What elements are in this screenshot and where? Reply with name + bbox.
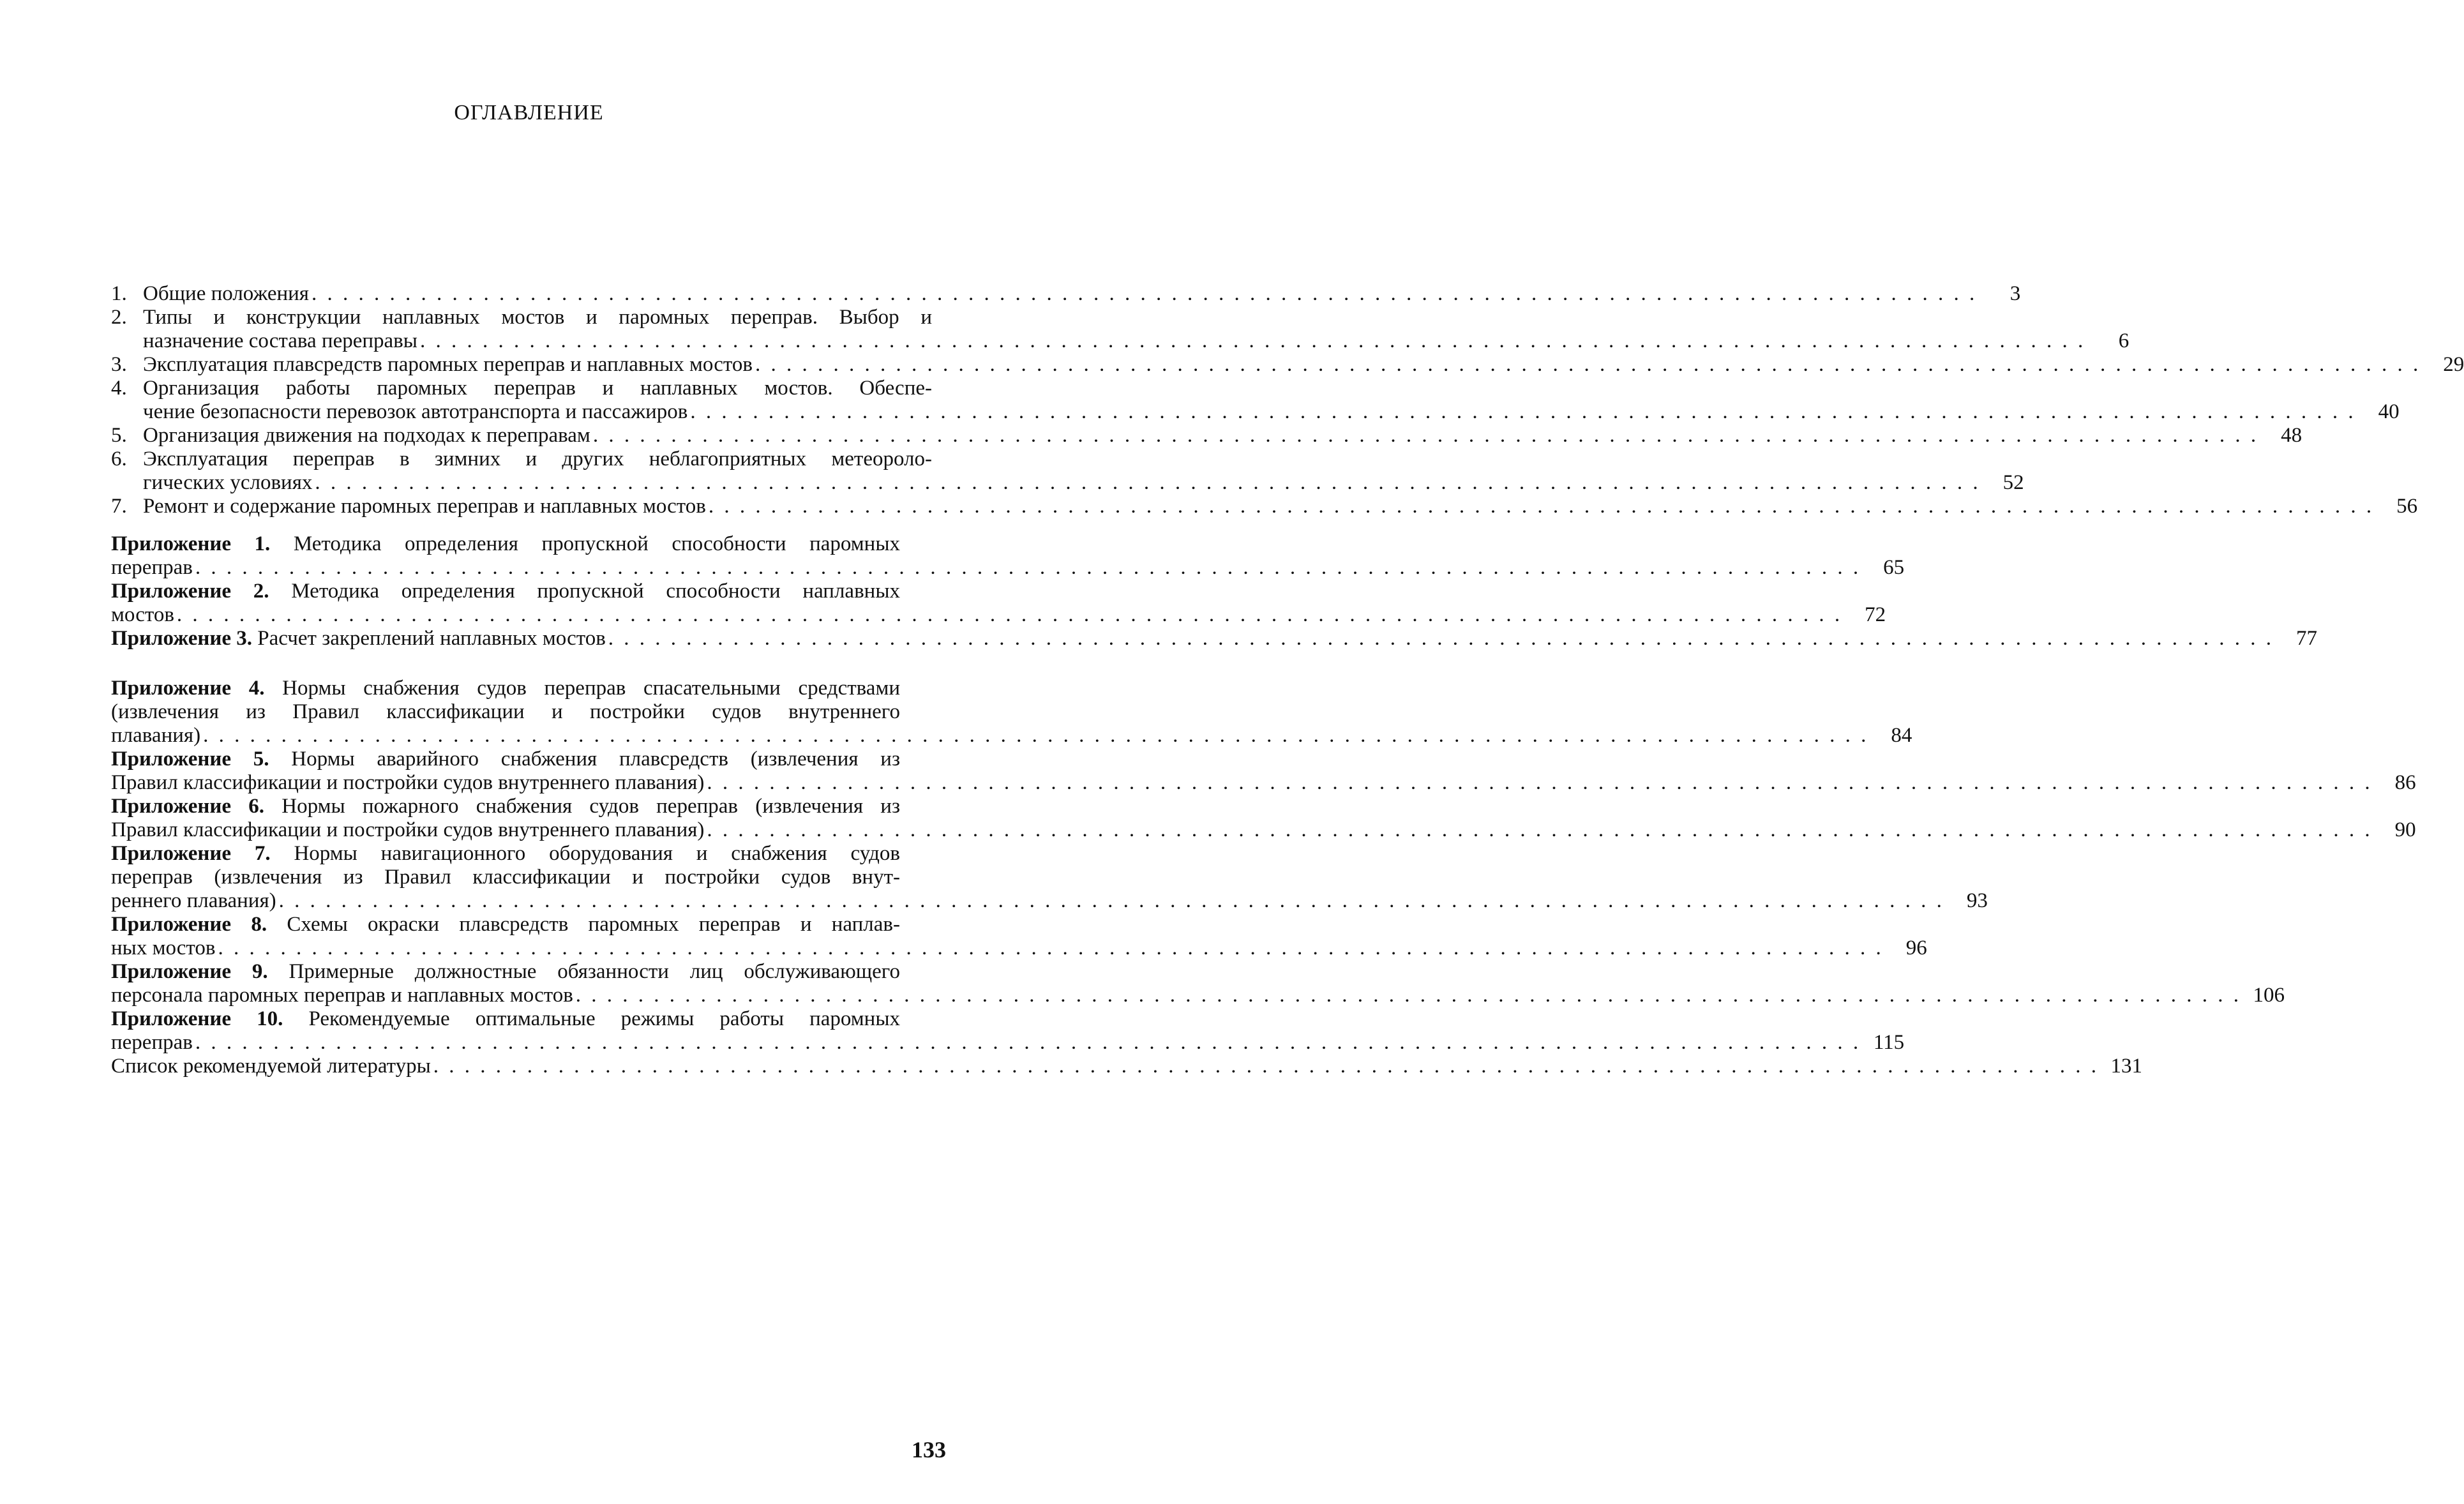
toc-entry-text-part: Правил классификации и постройки судов внутреннего плавания) <box>111 818 705 841</box>
toc-leader <box>606 627 2318 650</box>
toc-entry-text-part: Методика определения пропускной способности наплавных <box>269 580 900 603</box>
toc-page-ref: 40 <box>2378 400 2400 423</box>
toc-appendices-4-10 <box>111 677 2416 1078</box>
toc-entry-text <box>143 400 687 424</box>
toc-entry <box>111 306 2130 353</box>
toc-entry-text <box>143 471 312 495</box>
toc-entry-text-part: (извлечения из Правил классификации и постройки судов внутреннего <box>111 700 900 723</box>
toc-leader <box>573 984 2285 1007</box>
toc-entry-label: Приложение 2. <box>111 580 269 603</box>
toc-dot-leader: . . . . . . . . . . . . . . . . . . . . . . . . . . . . . . . . . . . . . . . . . . . . . . . . . . . . . . . . . . . . . . . . . . . . . . . . . . . . . . . . . . . . . . . . . . . . . . . . . . . . . . . . . . . <box>755 353 2421 376</box>
toc-entry-line <box>111 603 1886 627</box>
toc-entry-text <box>111 748 900 771</box>
toc-entry-text <box>111 936 216 960</box>
toc-page-ref: 93 <box>1966 889 1988 912</box>
toc-entry-text <box>111 866 900 889</box>
toc-dot-leader: . . . . . . . . . . . . . . . . . . . . . . . . . . . . . . . . . . . . . . . . . . . . . . . . . . . . . . . . . . . . . . . . . . . . . . . . . . . . . . . . . . . . . . . . . . . . . . . . . . . . . . . . . . . <box>195 1031 1861 1054</box>
toc-entry-text-part: Схемы окраски плавсредств паромных переправ и наплав- <box>267 913 900 936</box>
toc-dot-leader: . . . . . . . . . . . . . . . . . . . . . . . . . . . . . . . . . . . . . . . . . . . . . . . . . . . . . . . . . . . . . . . . . . . . . . . . . . . . . . . . . . . . . . . . . . . . . . . . . . . . . . . . . . . <box>203 724 1869 747</box>
toc-entry-line <box>111 913 949 936</box>
toc-entry <box>111 795 2416 842</box>
toc-dot-leader: . . . . . . . . . . . . . . . . . . . . . . . . . . . . . . . . . . . . . . . . . . . . . . . . . . . . . . . . . . . . . . . . . . . . . . . . . . . . . . . . . . . . . . . . . . . . . . . . . . . . . . . . . . . <box>575 984 2242 1007</box>
toc-leader <box>200 724 1912 748</box>
toc-entry-text <box>143 377 932 400</box>
toc-page-ref: 65 <box>1883 556 1905 579</box>
toc-entry-text-part: мостов <box>111 603 174 626</box>
toc-entry-text <box>111 1007 900 1031</box>
toc-entry <box>111 495 2418 518</box>
toc-entry-line <box>111 842 949 866</box>
toc-entry <box>111 748 2416 795</box>
toc-entry <box>111 842 1988 913</box>
toc-leader <box>706 495 2418 518</box>
toc-entry-text-part: Нормы аварийного снабжения плавсредств (извлечения из <box>269 748 900 771</box>
toc-entry-text-part: Примерные должностные обязанности лиц обслуживающего <box>267 960 901 983</box>
toc-entry-text-part: Правил классификации и постройки судов внутреннего плавания) <box>111 771 705 794</box>
toc-entry-text-part: переправ <box>111 1031 193 1054</box>
toc-entry-label: Приложение 8. <box>111 913 267 936</box>
toc-entry <box>111 282 2021 306</box>
toc-entry-text-part: Организация движения на подходах к переправам <box>143 424 590 447</box>
toc-page-ref: 77 <box>2296 627 2318 650</box>
toc-leader <box>753 353 2464 377</box>
toc-entry-text-part: Нормы навигационного оборудования и снабжения судов <box>270 842 900 865</box>
toc-entry-text-part: Организация работы паромных переправ и наплавных мостов. Обеспе- <box>143 377 932 400</box>
toc-leader <box>590 424 2302 447</box>
toc-entry-line <box>143 400 2400 424</box>
toc-dot-leader: . . . . . . . . . . . . . . . . . . . . . . . . . . . . . . . . . . . . . . . . . . . . . . . . . . . . . . . . . . . . . . . . . . . . . . . . . . . . . . . . . . . . . . . . . . . . . . . . . . . . . . . . . . . <box>176 603 1843 626</box>
toc-entry-text <box>143 306 932 329</box>
toc-entry-text <box>111 795 900 818</box>
page-number: 133 <box>912 1437 946 1463</box>
toc-leader <box>309 282 2021 306</box>
toc-leader <box>174 603 1886 627</box>
toc-page-ref: 56 <box>2396 495 2418 518</box>
toc-appendices-1-3 <box>111 532 2318 650</box>
toc-entry-line <box>111 936 1927 960</box>
toc-dot-leader: . . . . . . . . . . . . . . . . . . . . . . . . . . . . . . . . . . . . . . . . . . . . . . . . . . . . . . . . . . . . . . . . . . . . . . . . . . . . . . . . . . . . . . . . . . . . . . . . . . . . . . . . . . . <box>315 471 1981 494</box>
toc-entry-text <box>143 329 417 353</box>
toc-page-ref: 72 <box>1865 603 1886 626</box>
toc-chapters <box>111 282 2464 518</box>
toc-entry-line <box>111 984 2285 1007</box>
toc-page-ref: 90 <box>2394 818 2416 841</box>
toc-entry-line <box>111 556 1905 580</box>
toc-page-ref: 96 <box>1905 936 1927 959</box>
toc-leader <box>431 1055 2143 1078</box>
toc-entry-text <box>111 1055 431 1078</box>
toc-entry-line <box>111 1055 2143 1078</box>
toc-page-ref: 86 <box>2394 771 2416 794</box>
toc-leader <box>687 400 2400 424</box>
toc-page-ref: 48 <box>2281 424 2302 447</box>
toc-entry-text <box>111 677 900 700</box>
toc-entry-text <box>111 580 900 603</box>
toc-entry <box>111 913 1927 960</box>
toc-entry-text-part: Эксплуатация плавсредств паромных переправ и наплавных мостов <box>143 353 753 376</box>
toc-entry <box>111 532 1905 580</box>
toc-entry-label: Приложение 6. <box>111 795 265 818</box>
toc-entry <box>111 580 1886 627</box>
toc-entry-text-part: назначение состава переправы <box>143 329 417 352</box>
toc-dot-leader: . . . . . . . . . . . . . . . . . . . . . . . . . . . . . . . . . . . . . . . . . . . . . . . . . . . . . . . . . . . . . . . . . . . . . . . . . . . . . . . . . . . . . . . . . . . . . . . . . . . . . . . . . . . <box>311 282 1978 305</box>
toc-dot-leader: . . . . . . . . . . . . . . . . . . . . . . . . . . . . . . . . . . . . . . . . . . . . . . . . . . . . . . . . . . . . . . . . . . . . . . . . . . . . . . . . . . . . . . . . . . . . . . . . . . . . . . . . . . . <box>218 936 1884 959</box>
toc-entry-text <box>143 495 706 518</box>
toc-entry <box>111 377 2400 424</box>
toc-entry <box>111 1055 2143 1078</box>
toc-entry <box>111 424 2302 447</box>
toc-page-ref: 3 <box>2010 282 2021 305</box>
toc-entry-text-part: гических условиях <box>143 471 313 494</box>
toc-dot-leader: . . . . . . . . . . . . . . . . . . . . . . . . . . . . . . . . . . . . . . . . . . . . . . . . . . . . . . . . . . . . . . . . . . . . . . . . . . . . . . . . . . . . . . . . . . . . . . . . . . . . . . . . . . . <box>690 400 2356 423</box>
toc-entry-text-part: Список рекомендуемой литературы <box>111 1055 431 1078</box>
toc-entry-text <box>143 447 932 471</box>
toc-entry-line <box>143 329 2130 353</box>
toc-dot-leader: . . . . . . . . . . . . . . . . . . . . . . . . . . . . . . . . . . . . . . . . . . . . . . . . . . . . . . . . . . . . . . . . . . . . . . . . . . . . . . . . . . . . . . . . . . . . . . . . . . . . . . . . . . . <box>195 556 1861 579</box>
toc-entry <box>111 1007 1905 1055</box>
toc-entry-text <box>111 627 606 650</box>
toc-entry-number: 3. <box>111 353 127 376</box>
toc-dot-leader: . . . . . . . . . . . . . . . . . . . . . . . . . . . . . . . . . . . . . . . . . . . . . . . . . . . . . . . . . . . . . . . . . . . . . . . . . . . . . . . . . . . . . . . . . . . . . . . . . . . . . . . . . . . <box>707 818 2373 841</box>
toc-entry-text <box>111 532 900 556</box>
toc-entry-label: Приложение 1. <box>111 532 271 555</box>
toc-entry-text-part: Методика определения пропускной способности паромных <box>270 532 900 555</box>
toc-page-ref: 131 <box>2110 1055 2143 1078</box>
toc-page-ref: 115 <box>1873 1031 1905 1054</box>
toc-entry-line <box>143 306 949 329</box>
toc-entry-line <box>111 818 2416 842</box>
toc-entry-line <box>111 677 949 700</box>
toc-entry-text <box>111 556 193 580</box>
toc-entry-text-part: переправ <box>111 556 193 579</box>
toc-entry-line <box>111 724 1912 748</box>
toc-entry-text-part: Ремонт и содержание паромных переправ и наплавных мостов <box>143 495 706 518</box>
toc-entry-line <box>143 495 2418 518</box>
toc-entry-text <box>143 424 590 447</box>
toc-entry-text <box>111 700 900 724</box>
toc-entry-text-part: Эксплуатация переправ в зимних и других неблагоприятных метеороло- <box>143 447 932 470</box>
toc-leader <box>216 936 1927 960</box>
toc-leader <box>704 771 2416 795</box>
toc-entry-text-part: Типы и конструкции наплавных мостов и паромных переправ. Выбор и <box>143 306 932 329</box>
toc-entry-text <box>111 771 704 795</box>
toc-dot-leader: . . . . . . . . . . . . . . . . . . . . . . . . . . . . . . . . . . . . . . . . . . . . . . . . . . . . . . . . . . . . . . . . . . . . . . . . . . . . . . . . . . . . . . . . . . . . . . . . . . . . . . . . . . . <box>708 495 2375 518</box>
toc-entry-line <box>111 748 949 771</box>
toc-entry-label: Приложение 7. <box>111 842 271 865</box>
toc-entry-label: Приложение 9. <box>111 960 268 983</box>
toc-page-ref: 84 <box>1891 724 1912 747</box>
toc-entry-number: 2. <box>111 306 127 329</box>
toc-entry-text-part: ных мостов <box>111 936 216 959</box>
toc-leader <box>704 818 2416 842</box>
toc-dot-leader: . . . . . . . . . . . . . . . . . . . . . . . . . . . . . . . . . . . . . . . . . . . . . . . . . . . . . . . . . . . . . . . . . . . . . . . . . . . . . . . . . . . . . . . . . . . . . . . . . . . . . . . . . . . <box>278 889 1944 912</box>
toc-entry-label: Приложение 10. <box>111 1007 283 1030</box>
toc-entry-text-part: Нормы пожарного снабжения судов переправ (извлечения из <box>264 795 901 818</box>
toc-entry-text <box>111 984 573 1007</box>
toc-entry-line <box>143 353 2464 377</box>
toc-leader <box>193 1031 1905 1055</box>
toc-entry-line <box>143 282 2021 306</box>
toc-dot-leader: . . . . . . . . . . . . . . . . . . . . . . . . . . . . . . . . . . . . . . . . . . . . . . . . . . . . . . . . . . . . . . . . . . . . . . . . . . . . . . . . . . . . . . . . . . . . . . . . . . . . . . . . . . . <box>592 424 2259 447</box>
toc-entry-text-part: персонала паромных переправ и наплавных мостов <box>111 984 573 1007</box>
toc-entry-line <box>111 889 1988 913</box>
toc-entry-text <box>111 603 174 627</box>
toc-entry-number: 1. <box>111 282 127 305</box>
toc-entry <box>111 677 1912 748</box>
toc-entry-text-part: Общие положения <box>143 282 309 305</box>
toc-entry-line <box>111 771 2416 795</box>
toc-entry-line <box>143 471 2024 495</box>
toc-entry-text <box>111 889 276 913</box>
toc-entry-text <box>111 913 900 936</box>
toc-dot-leader: . . . . . . . . . . . . . . . . . . . . . . . . . . . . . . . . . . . . . . . . . . . . . . . . . . . . . . . . . . . . . . . . . . . . . . . . . . . . . . . . . . . . . . . . . . . . . . . . . . . . . . . . . . . <box>608 627 2274 650</box>
toc-entry-text <box>111 1031 193 1055</box>
toc-entry-number: 5. <box>111 424 127 447</box>
toc-dot-leader: . . . . . . . . . . . . . . . . . . . . . . . . . . . . . . . . . . . . . . . . . . . . . . . . . . . . . . . . . . . . . . . . . . . . . . . . . . . . . . . . . . . . . . . . . . . . . . . . . . . . . . . . . . . <box>419 329 2086 352</box>
toc-entry-line <box>111 1007 949 1031</box>
toc-entry-line <box>111 580 949 603</box>
page-title: ОГЛАВЛЕНИЕ <box>454 101 604 124</box>
toc-entry-text <box>111 960 900 984</box>
toc-entry-text-part: Расчет закреплений наплавных мостов <box>252 627 606 650</box>
toc-page-ref: 52 <box>2002 471 2024 494</box>
toc-entry <box>111 447 2024 495</box>
toc-entry-number: 4. <box>111 377 127 400</box>
toc-entry <box>111 627 2318 650</box>
toc-page-ref: 106 <box>2253 984 2285 1007</box>
toc-entry-line <box>111 627 2318 650</box>
toc-entry-text-part: плавания) <box>111 724 201 747</box>
toc-entry <box>111 960 2285 1007</box>
toc-entry-text-part: Нормы снабжения судов переправ спасательными средствами <box>264 677 900 700</box>
toc-entry-line <box>111 866 949 889</box>
toc-entry-text <box>111 818 704 842</box>
toc-entry-number: 7. <box>111 495 127 518</box>
toc-page-ref: 6 <box>2118 329 2130 352</box>
toc-dot-leader: . . . . . . . . . . . . . . . . . . . . . . . . . . . . . . . . . . . . . . . . . . . . . . . . . . . . . . . . . . . . . . . . . . . . . . . . . . . . . . . . . . . . . . . . . . . . . . . . . . . . . . . . . . . <box>707 771 2373 794</box>
toc-entry-line <box>111 1031 1905 1055</box>
toc-entry-line <box>143 424 2302 447</box>
toc-leader <box>276 889 1988 913</box>
toc-entry-label: Приложение 3. <box>111 627 253 650</box>
toc-page-ref: 29 <box>2443 353 2464 376</box>
toc-leader <box>193 556 1905 580</box>
toc-entry-text-part: чение безопасности перевозок автотранспорта и пассажиров <box>143 400 688 423</box>
toc-entry-number: 6. <box>111 447 127 470</box>
toc-entry-text-part: переправ (извлечения из Правил классификации и постройки судов внут- <box>111 866 900 889</box>
toc-entry-line <box>143 447 949 471</box>
toc-entry-text <box>111 724 200 748</box>
toc-dot-leader: . . . . . . . . . . . . . . . . . . . . . . . . . . . . . . . . . . . . . . . . . . . . . . . . . . . . . . . . . . . . . . . . . . . . . . . . . . . . . . . . . . . . . . . . . . . . . . . . . . . . . . . . . . . <box>433 1055 2100 1078</box>
toc-entry-text <box>143 353 753 377</box>
toc-entry <box>111 353 2464 377</box>
toc-leader <box>417 329 2130 353</box>
toc-entry-text-part: Рекомендуемые оптимальные режимы работы паромных <box>283 1007 901 1030</box>
toc-entry-line <box>143 377 949 400</box>
toc-entry-line <box>111 700 949 724</box>
toc-leader <box>312 471 2024 495</box>
toc-entry-text-part: реннего плавания) <box>111 889 276 912</box>
toc-entry-text <box>143 282 309 306</box>
toc-entry-label: Приложение 5. <box>111 748 269 771</box>
toc-entry-label: Приложение 4. <box>111 677 265 700</box>
toc-entry-line <box>111 960 949 984</box>
toc-entry-line <box>111 795 949 818</box>
toc-entry-line <box>111 532 949 556</box>
toc-entry-text <box>111 842 900 866</box>
